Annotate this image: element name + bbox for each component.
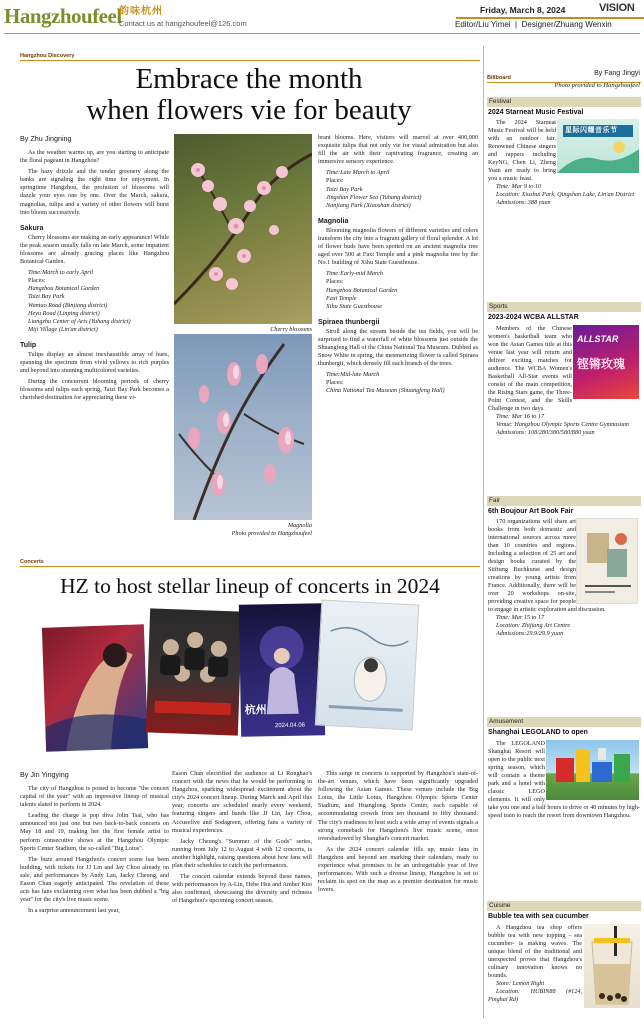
discovery-title-line2: when flowers vie for beauty	[86, 94, 412, 126]
spiraea-heading: Spiraea thunbergii	[318, 318, 380, 326]
fair-title: 6th Boujour Art Book Fair	[488, 508, 574, 515]
masthead-rule	[4, 33, 640, 34]
tulip-place: Jingshan Flower Sea (Yuhang district)	[326, 193, 422, 201]
cuisine-section-bar: Cuisine	[487, 901, 641, 911]
concerts-para: The city of Hangzhou is poised to become "the concert capital of the year" with an impressive lineup of musical talents slated to perform in 2024.	[20, 785, 169, 809]
masthead-brand: VISION	[599, 2, 635, 14]
sakura-time: Time:March to early April	[28, 269, 94, 277]
tulip-heading: Tulip	[20, 341, 37, 349]
cuisine-location: Location: HUBIN88 (#124, Pinghai Rd)	[488, 988, 582, 1003]
poster-3-date: 2024.04.06	[274, 722, 306, 730]
sports-title: 2023-2024 WCBA ALLSTAR	[488, 314, 579, 321]
discovery-section-label: Hangzhou Discovery	[20, 53, 75, 59]
concerts-para: The buzz around Hangzhou's concert scene has been building, with tickets for JJ Lin and Jay Chou already on sale, and performances by Andy Lau, Jacky Cheung, and Eason Chan eagerly anticipated. The revelation of these acts has fans exclaiming over what has been dubbed a "big year" for the city's live music scene.	[20, 855, 169, 904]
spiraea-text: Stroll along the stream beside the tea fields, you will be surprised to find a waterfall of white blossoms just outside the Shuangfeng Hall of the China National Tea Museum. Dubbed as Snow White in spring, the mesmerizing flower is called Spiraea thunbergii, which densely fill each branch of the trees.	[318, 327, 478, 368]
concerts-para: In a surprise announcement last year,	[28, 907, 120, 915]
discovery-title-line1: Embrace the month	[135, 64, 363, 95]
fair-time: Time: Mar 15 to 17	[496, 614, 545, 621]
poster-4-art	[316, 601, 420, 731]
masthead-editor: Editor/Liu Yimei | Designer/Zhuang Wenxin	[455, 20, 612, 29]
amusement-section-bar: Amusement	[487, 717, 641, 727]
fair-text: 170 organizations will share art books from both domestic and international sources across more than 10 countries and regions. Including a selection of 25 art and design books curated by the Stiftung Buchkunst and design creations by young artists from France. Additionally, there will be over 20 workshops on-site, providing creative space for people to engage in artistic exploration and discussion.	[488, 518, 606, 613]
sports-poster-allstar: ALLSTAR	[577, 334, 619, 344]
amusement-text: The LEGOLAND Shanghai Resort will open to the public next spring season, which will contain a theme park and a hotel with classic LEGO elements. It will only take you one and a half hours to drive or 40 minutes by high-speed train to reach the resort from downtown Hangzhou.	[488, 740, 640, 819]
editor-credit: Editor/Liu Yimei	[455, 20, 511, 29]
cherry-blossom-photo	[174, 134, 312, 324]
festival-body	[488, 119, 640, 207]
spiraea-place: China National Tea Museum (Shuangfeng Hall)	[326, 387, 445, 395]
fair-section-bar: Fair	[487, 496, 641, 506]
amusement-body	[488, 740, 640, 820]
fair-admission: Admissions:29.9/29.9 yuan	[496, 630, 564, 637]
festival-title: 2024 Starneat Music Festival	[488, 109, 584, 116]
festival-poster-title: 星际闪耀音乐节	[565, 126, 618, 134]
poster-2-art	[146, 608, 242, 735]
tulip-text-2a: During the concurrent blooming periods of cherry blossoms and tulips each spring, Taizi Bay Park becomes a cherished destination for appreciating these vi-	[20, 378, 169, 402]
spiraea-places-label: Places:	[326, 379, 344, 387]
masthead	[0, 0, 644, 36]
concerts-para: Leading the charge is pop diva Jolin Tsai, who has announced not just one but two back-to-back concerts on May 18 and 19, making her the first female artist to perform consecutive shows at the Hangzhou Olympic Sports Center Stadium, the so-called "Big Lotus".	[20, 812, 169, 852]
cherry-blossom-illustration	[174, 134, 312, 324]
tulip-place: Nanjiang Park (Xiaoshan district)	[326, 201, 411, 209]
festival-location: Location: Xiushui Park, Qingshan Lake, Lin'an District	[496, 191, 635, 198]
discovery-intro-1: As the weather warms up, are you starting to anticipate the floral pageant in Hangzhou?	[20, 149, 169, 165]
sports-poster-cn: 铿锵玫瑰	[577, 357, 626, 371]
sakura-places-label: Places:	[28, 277, 46, 285]
masthead-logo: Hangzhoufeel	[4, 4, 122, 28]
masthead-date: Friday, March 8, 2024	[480, 5, 566, 15]
sports-body	[488, 325, 640, 437]
festival-time: Time: Mar 9 to 10	[496, 183, 542, 190]
sakura-place: Wantao Road (Binjiang district)	[28, 301, 108, 309]
sakura-heading: Sakura	[20, 224, 44, 232]
tulip-place: Taizi Bay Park	[326, 185, 363, 193]
cuisine-store: Store: Lemon Right	[496, 980, 545, 987]
masthead-gold-rule	[456, 17, 644, 19]
billboard-section-label: Billboard	[487, 75, 511, 81]
billboard-byline: By Fang Jingyi	[594, 70, 640, 77]
concerts-para: As the 2024 concert calendar fills up, music fans in Hangzhou and beyond are marking their calendars, ready to experience what promises to be an unforgettable year of live performances. With such a diverse lineup, Hangzhou is set to reclaim its spot on the map as a premier destination for music lovers.	[318, 845, 478, 894]
concert-poster-3	[239, 603, 325, 736]
fair-body	[488, 518, 640, 638]
sports-text: Members of the Chinese women's basketball team who won the Asian Games title at this venue last year will return and deliver exciting matches for audience. The WCBA Women's Basketball All-Star events will consist of the main competition, the Rising Stars game, the Three-Point Contest, and the Skills Challenge in two days.	[488, 325, 572, 412]
sports-venue: Venue: Hangzhou Olympic Sports Centre Gymnasium	[496, 421, 629, 428]
cuisine-title: Bubble tea with sea cucumber	[488, 913, 589, 920]
fair-location: Location: Zhijiang Art Centre	[496, 622, 571, 629]
discovery-photo-credit: Photo provided to Hangzhoufeel	[231, 530, 312, 537]
festival-admission: Admissions: 388 yuan	[496, 199, 551, 206]
concerts-col-2	[172, 770, 312, 1020]
discovery-intro-2: The hazy drizzle and the tender greenery along the banks are signaling the right time for enjoyment. In springtime Hangzhou, the profusion of blossoms will dazzle your eyes one by one. Over the March, sakura, magnolias, tulips and a variety of other flowers will burst into bloom successively.	[20, 168, 169, 216]
concerts-col-1	[20, 770, 169, 1020]
concert-poster-2	[146, 608, 242, 735]
discovery-byline: By Zhu Jingning	[20, 134, 72, 143]
discovery-section-rule	[20, 60, 480, 61]
sakura-place: Miji Village (Lin'an district)	[28, 325, 98, 333]
magnolia-text: Blooming magnolia flowers of different varieties and colors transform the city into a fragrant gallery of floral splendor. A lot of flower buds have been spotted on an ancient magnolia tree aged over 500 at Faxi Temple and a pink magnolia tree by the No.1 building of Xihu State Guesthouse.	[318, 226, 478, 267]
billboard-divider	[483, 46, 484, 1018]
magnolia-place: Xihu State Guesthouse	[326, 302, 383, 310]
amusement-title: Shanghai LEGOLAND to open	[488, 729, 588, 736]
discovery-headline	[20, 64, 478, 128]
sports-time: Time: Mar 16 to 17	[496, 413, 545, 420]
magnolia-time: Time:Early-mid March	[326, 270, 383, 278]
concerts-section-label: Concerts	[20, 559, 44, 565]
cuisine-body	[488, 924, 640, 1010]
concert-poster-1	[42, 624, 148, 751]
concerts-col-3	[318, 770, 478, 1020]
poster-3-city: 杭州	[244, 703, 267, 717]
sports-admission: Admissions: 108/280/380/580/880 yuan	[496, 429, 595, 436]
magnolia-photo	[174, 334, 312, 520]
concerts-para: The concert calendar extends beyond these names, with performances by A-Lin, Hebe Hsu and Amber Kuo also confirmed, showcasing the diversity and richness of Hangzhou's upcoming concert season.	[172, 873, 312, 905]
designer-credit: Designer/Zhuang Wenxin	[521, 20, 612, 29]
concerts-para: Eason Chan electrified the audience at Li Ronghao's concert with the news that he would be performing in Hangzhou, sparking widespread excitement about the city's 2024 concert lineup. During March and April this year, concerts are scheduled nearly every weekend, featuring singers and bands like JJ Lin, Jay Chou, Accusefive and Sodagreen, offering fans a variety of musical experiences.	[172, 770, 312, 834]
magnolia-place: Hangzhou Botanical Garden	[326, 286, 398, 294]
tulip-places-label: Places:	[326, 177, 344, 185]
tulip-text-1: Tulips display an almost inexhaustible array of hues, spanning the spectrum from vivid yellows to rich purples and beyond into stunning multicolored varieties.	[20, 350, 169, 375]
festival-text: The 2024 Starneat Music Festival will be held with an outdoor fair. Renowned Chinese singers and rappers including KeyNG, Chen Li, Zheng Yuan are ready to bring you a music feast.	[488, 119, 556, 182]
masthead-contact: Contact us at hangzhoufeel@126.com	[119, 19, 247, 28]
sakura-place: Heyu Road (Linping district)	[28, 309, 100, 317]
discovery-col-3	[318, 134, 478, 554]
sakura-place: Hangzhou Botanical Garden	[28, 285, 100, 293]
magnolia-heading: Magnolia	[318, 217, 349, 225]
discovery-col-1	[20, 134, 169, 554]
cuisine-text: A Hangzhou tea shop offers bubble tea with new topping - sea cucumber- is making waves. The unique blend of the traditional and unexpected proves that Hangzhou's culinary innovation knows no bounds.	[488, 924, 582, 979]
magnolia-caption: Magnolia	[287, 522, 312, 529]
poster-1-art	[42, 624, 148, 751]
concerts-headline: HZ to host stellar lineup of concerts in 2024	[60, 574, 440, 598]
sports-section-bar: Sports	[487, 302, 641, 312]
magnolia-illustration	[174, 334, 312, 520]
concert-poster-4	[315, 600, 419, 731]
concerts-para: This surge in concerts is supported by Hangzhou's state-of-the-art venues, which have been significantly upgraded following the Asian Games. These venues include the Big Lotus, the Little Lotus, Hangzhou Olympic Sports Center Stadium, and Huanglong Sports Center, each capable of accommodating crowds from ten thousand to fifty thousand. The city's readiness to host such a wide array of events signals a strong comeback for Hangzhou's live music scene, once overshadowed by Shanghai's concert market.	[318, 770, 478, 842]
tulip-text-2b: brant blooms. Here, visitors will marvel at over 400,000 exquisite tulips that not only vie for visual admiration but also fill the air with their captivating fragrance, creating an immersive sensory experience.	[318, 134, 478, 166]
masthead-chinese: 韵味杭州	[119, 6, 163, 17]
concerts-byline: By Jin Yingying	[20, 770, 69, 779]
spiraea-time: Time:Mid-late March	[326, 371, 380, 379]
cherry-caption: Cherry blossoms	[270, 326, 312, 333]
concerts-section-rule	[20, 566, 480, 567]
concerts-para: Jacky Cheung's "Summer of the Gods" series, running from July 12 to August 4 with 12 concerts, is another highlight, raising questions about how fans will plan their schedules to catch the performances.	[172, 837, 312, 870]
tulip-time: Time:Late March to April	[326, 169, 390, 177]
magnolia-places-label: Places:	[326, 278, 344, 286]
festival-section-bar: Festival	[487, 97, 641, 107]
magnolia-place: Faxi Temple	[326, 294, 357, 302]
sakura-place: Liangzhu Center of Arts (Yuhang district)	[28, 317, 131, 325]
sakura-text: Cherry blossoms are making an early appearance! While the peak season usually falls on late March, some impatient blossoms are already gracing places like Hangzhou Botanical Garden.	[20, 233, 169, 266]
sakura-place: Taizi Bay Park	[28, 293, 65, 301]
billboard-photo-credit: Photo provided to Hangzhoufeel	[554, 82, 640, 89]
poster-3-art	[239, 603, 325, 736]
